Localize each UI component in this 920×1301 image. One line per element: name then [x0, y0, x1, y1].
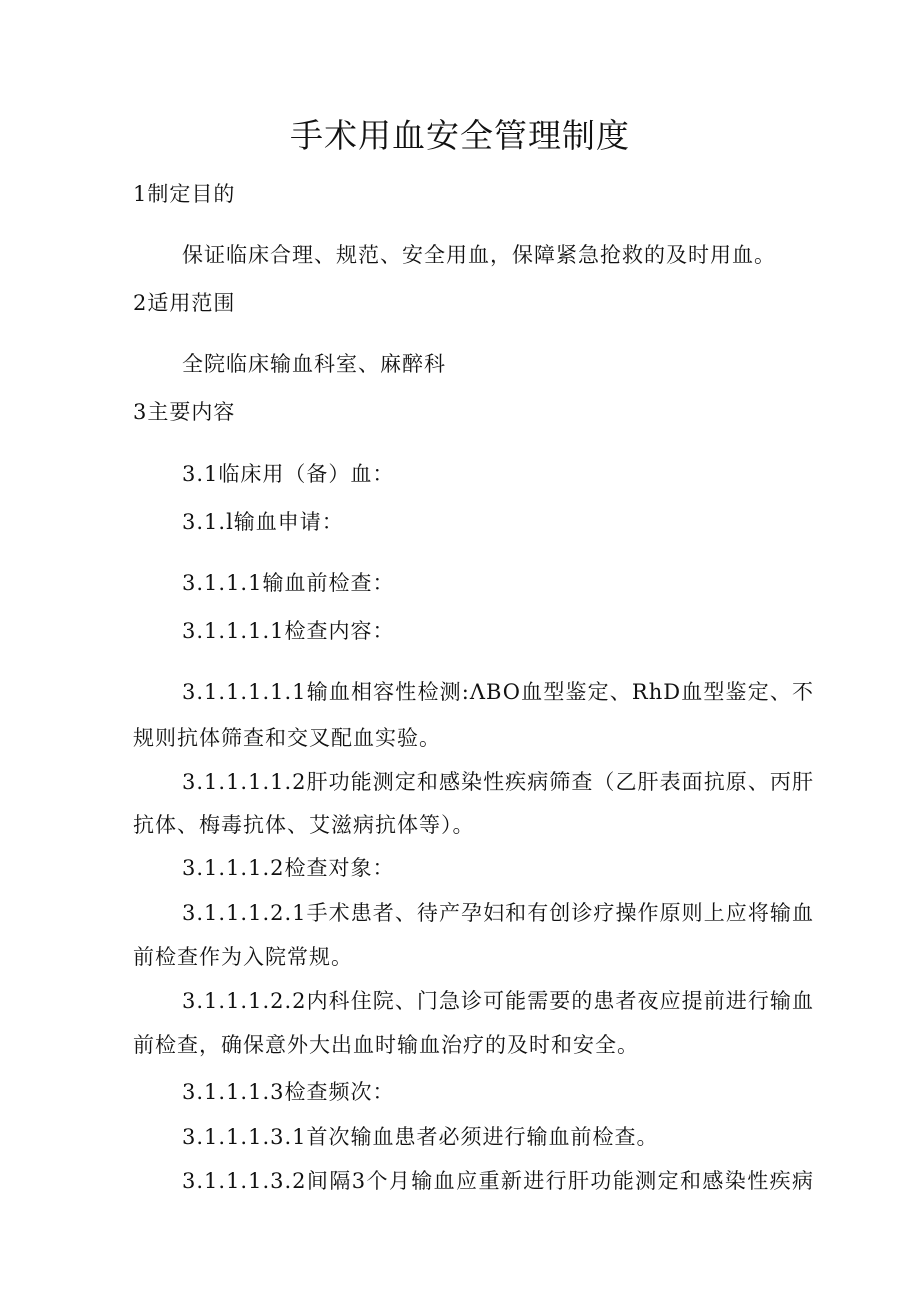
subsection-heading: 3.1.l输血申请： [182, 510, 344, 534]
paragraph-line: 全院临床输血科室、麻醉科 [182, 352, 446, 376]
subsection-heading: 3.1临床用（备）血： [182, 462, 395, 486]
subsection-heading: 3.1.1.1.1检查内容： [182, 619, 395, 643]
subsection-heading: 3.1.1.1.3检查频次： [182, 1080, 395, 1104]
section-heading: 2适用范围 [133, 291, 236, 315]
paragraph-line: 保证临床合理、规范、安全用血，保障紧急抢救的及时用血。 [182, 243, 776, 267]
paragraph-line: 3.1.1.1.2.1手术患者、待产孕妇和有创诊疗操作原则上应将输血 [182, 901, 814, 925]
paragraph-continuation: 前检查，确保意外大出血时输血治疗的及时和安全。 [133, 1033, 639, 1057]
section-heading: 1制定目的 [133, 182, 236, 206]
paragraph-line: 3.1.1.1.3.1首次输血患者必须进行输血前检查。 [182, 1125, 659, 1149]
paragraph-line: 3.1.1.1.3.2间隔3个月输血应重新进行肝功能测定和感染性疾病 [182, 1169, 814, 1193]
paragraph-line: 3.1.1.1.2.2内科住院、门急诊可能需要的患者夜应提前进行输血 [182, 989, 814, 1013]
subsection-heading: 3.1.1.1.2检查对象： [182, 856, 395, 880]
paragraph-continuation: 抗体、梅毒抗体、艾滋病抗体等）。 [133, 813, 475, 837]
section-heading: 3主要内容 [133, 400, 236, 424]
paragraph-continuation: 前检查作为入院常规。 [133, 945, 353, 969]
document-title: 手术用血安全管理制度 [290, 116, 630, 155]
paragraph-line: 3.1.1.1.1.2肝功能测定和感染性疾病筛查（乙肝表面抗原、丙肝 [182, 770, 814, 794]
subsection-heading: 3.1.1.1输血前检查： [182, 571, 395, 595]
paragraph-continuation: 规则抗体筛查和交叉配血实验。 [133, 726, 441, 750]
paragraph-line: 3.1.1.1.1.1输血相容性检测:ΛBO血型鉴定、RhD血型鉴定、不 [182, 680, 814, 704]
